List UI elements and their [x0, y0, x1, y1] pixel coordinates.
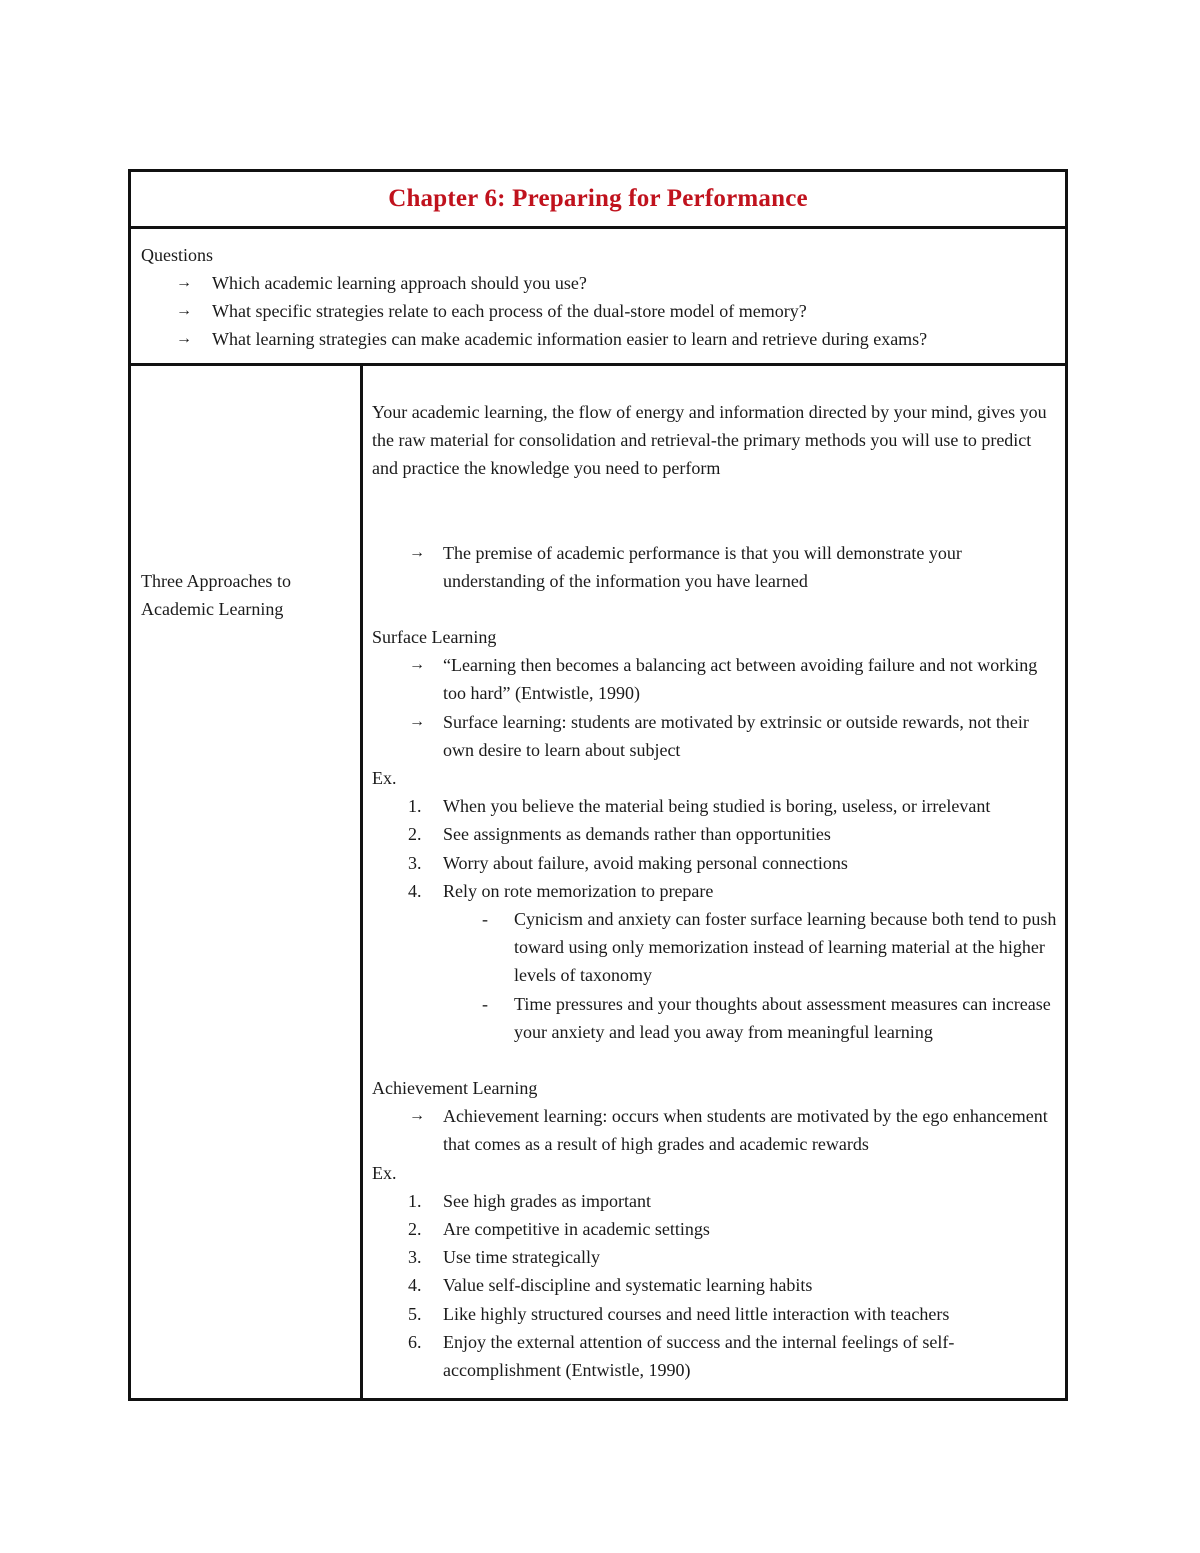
arrow-icon: →: [176, 274, 192, 291]
arrow-icon: →: [176, 330, 192, 347]
list-item-text: Value self-discipline and systematic learning habits: [443, 1275, 813, 1296]
notes-column: [363, 366, 1065, 1398]
achievement-point: [372, 1102, 1057, 1158]
list-item: [372, 849, 1057, 877]
arrow-icon: →: [409, 1107, 425, 1125]
list-item: [372, 1215, 1057, 1243]
list-item: [372, 1300, 1057, 1328]
list-item: [372, 1243, 1057, 1271]
question-item: [141, 297, 1055, 325]
question-item: [141, 269, 1055, 297]
dash-icon: -: [482, 909, 488, 930]
list-number: 3.: [408, 1247, 422, 1268]
list-item-text: See high grades as important: [443, 1190, 651, 1211]
sub-point-text: Cynicism and anxiety can foster surface learning because both tend to push toward using only memorization instead of learning material at the higher levels of taxonomy: [514, 909, 1057, 986]
sub-point-text: Time pressures and your thoughts about assessment measures can increase your anxiety and lead you away from meaningful learning: [514, 993, 1051, 1042]
page-title: Chapter 6: Preparing for Performance: [388, 185, 808, 212]
arrow-icon: →: [176, 302, 192, 319]
list-item: [372, 877, 1057, 1046]
list-number: 1.: [408, 796, 422, 817]
intro-paragraph: Your academic learning, the flow of energy and information directed by your mind, gives you the raw material for consolidation and retrieval-the primary methods you will use to predict and practice the knowledge you need to perform: [372, 402, 1047, 479]
list-item-text: Like highly structured courses and need little interaction with teachers: [443, 1303, 950, 1324]
surface-point: [372, 708, 1057, 764]
list-item-text: Are competitive in academic settings: [443, 1219, 710, 1240]
list-item-text: Use time strategically: [443, 1247, 600, 1268]
sub-point: [443, 905, 1057, 990]
topic-label: Three Approaches to Academic Learning: [141, 571, 291, 619]
question-text: What learning strategies can make academic information easier to learn and retrieve during exams?: [212, 329, 928, 349]
achievement-examples: [372, 1187, 1057, 1384]
surface-examples: [372, 792, 1057, 1046]
achievement-learning-heading: Achievement Learning: [372, 1078, 538, 1099]
list-item-text: When you believe the material being studied is boring, useless, or irrelevant: [443, 796, 991, 817]
premise-text: The premise of academic performance is that you will demonstrate your understanding of the information you have learned: [443, 542, 962, 591]
questions-list: [141, 269, 1055, 353]
list-item: [372, 820, 1057, 848]
question-text: Which academic learning approach should you use?: [212, 273, 587, 293]
list-number: 3.: [408, 852, 422, 873]
arrow-icon: →: [409, 543, 425, 561]
cue-column: [131, 366, 363, 1398]
spacer: [372, 595, 1057, 623]
list-number: 5.: [408, 1303, 422, 1324]
arrow-icon: →: [409, 656, 425, 674]
list-item-text: Rely on rote memorization to prepare: [443, 880, 714, 901]
list-item: [372, 1328, 1057, 1384]
list-number: 2.: [408, 1219, 422, 1240]
spacer: [372, 1046, 1057, 1074]
list-item-text: Worry about failure, avoid making personal connections: [443, 852, 848, 873]
premise-list: [372, 539, 1057, 595]
list-number: 1.: [408, 1190, 422, 1211]
list-number: 4.: [408, 880, 422, 901]
achievement-point-text: Achievement learning: occurs when students are motivated by the ego enhancement that comes as a result of high grades and academic rewards: [443, 1106, 1048, 1155]
example-label: Ex.: [372, 768, 397, 789]
questions-section: [131, 229, 1065, 366]
list-item: [372, 1271, 1057, 1299]
surface-point-text: “Learning then becomes a balancing act between avoiding failure and not working too hard” (Entwistle, 1990): [443, 655, 1038, 704]
list-number: 4.: [408, 1275, 422, 1296]
surface-point-text: Surface learning: students are motivated by extrinsic or outside rewards, not their own desire to learn about subject: [443, 711, 1029, 760]
arrow-icon: →: [409, 712, 425, 730]
list-number: 2.: [408, 824, 422, 845]
sub-point-list: [443, 905, 1057, 1046]
list-item: [372, 1187, 1057, 1215]
surface-points: [372, 651, 1057, 764]
cornell-notes-table: [128, 169, 1068, 1401]
surface-point: [372, 651, 1057, 707]
notes-body: [131, 366, 1065, 1398]
example-label: Ex.: [372, 1162, 397, 1183]
title-row: [131, 172, 1065, 229]
question-item: [141, 325, 1055, 353]
sub-point: [443, 990, 1057, 1046]
dash-icon: -: [482, 993, 488, 1014]
list-item: [372, 792, 1057, 820]
questions-label: Questions: [141, 245, 213, 265]
achievement-points: [372, 1102, 1057, 1158]
question-text: What specific strategies relate to each process of the dual-store model of memory?: [212, 301, 807, 321]
spacer: [372, 483, 1057, 539]
list-number: 6.: [408, 1331, 422, 1352]
list-item-text: See assignments as demands rather than opportunities: [443, 824, 831, 845]
surface-learning-heading: Surface Learning: [372, 627, 497, 648]
premise-item: [372, 539, 1057, 595]
list-item-text: Enjoy the external attention of success and the internal feelings of self-accomplishment (Entwistle, 1990): [443, 1331, 955, 1381]
